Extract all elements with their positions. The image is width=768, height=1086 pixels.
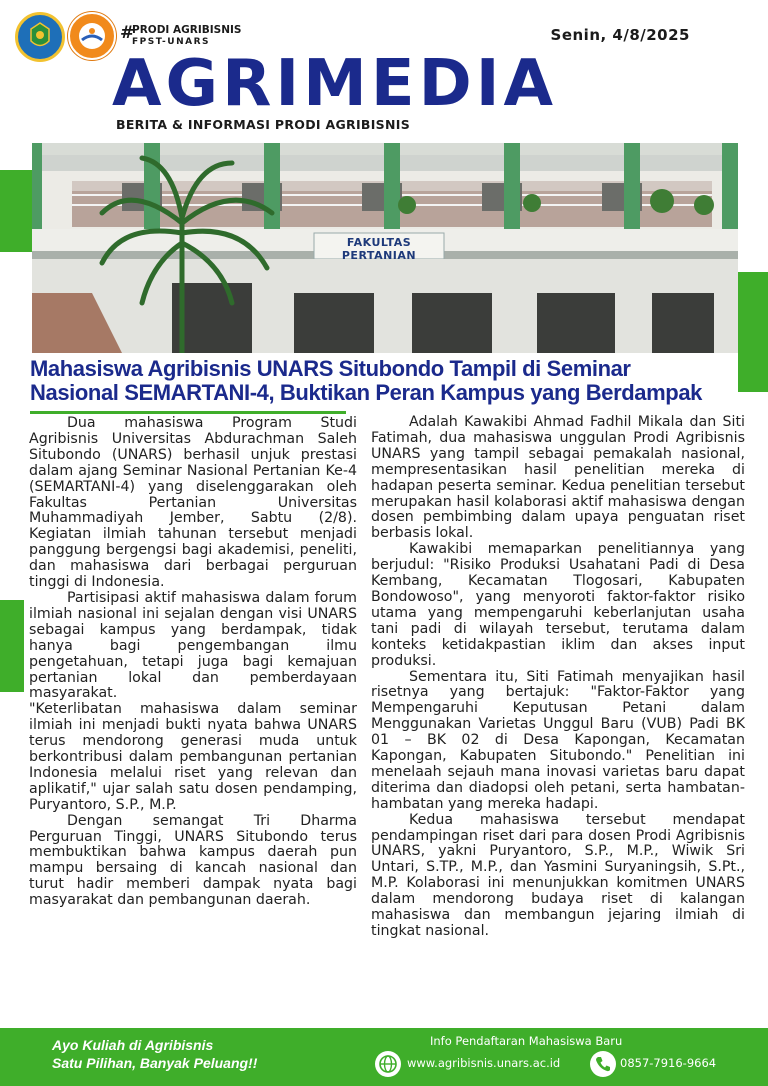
- slogan-line-2: Satu Pilihan, Banyak Peluang!!: [52, 1055, 258, 1071]
- headline-underline: [30, 411, 346, 414]
- paragraph: Dengan semangat Tri Dharma Perguruan Tinggi, UNARS Situbondo terus membuktikan bahwa kampus daerah pun mampu bersaing di kancah nasional dan turut hadir memberi dampak nyata bagi masyarakat dan pembangunan daerah.: [29, 812, 357, 909]
- globe-icon: [375, 1051, 401, 1077]
- issue-date: Senin, 4/8/2025: [550, 26, 690, 44]
- prodi-line-1: PRODI AGRIBISNIS: [132, 24, 242, 36]
- website-link[interactable]: www.agribisnis.unars.ac.id: [407, 1056, 561, 1070]
- hashtag: #: [120, 23, 135, 43]
- footer-slogan: [52, 1036, 257, 1072]
- phone-number[interactable]: 0857-7916-9664: [620, 1056, 717, 1070]
- event-logo: [68, 12, 116, 60]
- article-column-left: [29, 416, 357, 909]
- paragraph-quote: "Keterlibatan mahasiswa dalam seminar ilmiah ini menjadi bukti nyata bahwa UNARS terus mendorong generasi muda untuk berkontribusi dalam pembangunan pertanian Indonesia melalui riset yang relevan dan aplikatif," ujar salah satu dosen pendamping, Puryantoro, S.P., M.P.: [29, 701, 357, 813]
- phone-icon: [590, 1051, 616, 1077]
- paragraph: Sementara itu, Siti Fatimah menyajikan hasil risetnya yang bertajuk: "Faktor-Faktor yang Mempengaruhi Keputusan Petani dalam Menggunakan Varietas Unggul Baru (VUB) Padi BK 01 – BK 02 di Desa Kapongan, Kecamatan Kapongan, Kabupaten Situbondo." Penelitian ini menelaah sejauh mana inovasi varietas baru dapat diterima dan diadopsi oleh petani, serta hambatan-hambatan yang mereka hadapi.: [371, 668, 745, 812]
- headline-line-2: Nasional SEMARTANI-4, Buktikan Peran Kampus yang Berdampak: [30, 380, 703, 405]
- headline-line-1: Mahasiswa Agribisnis UNARS Situbondo Tampil di Seminar: [30, 356, 631, 381]
- paragraph: Dua mahasiswa Program Studi Agribisnis Universitas Abdurachman Saleh Situbondo (UNARS) berhasil unjuk prestasi dalam ajang Seminar Nasional Pertanian Ke-4 (SEMARTANI-4) yang diselenggarakan oleh Fakultas Pertanian Universitas Muhammadiyah Jember, Sabtu (2/8). Kegiatan ilmiah tahunan tersebut menjadi panggung bergengsi bagi akademisi, peneliti, dan mahasiswa dari berbagai perguruan tinggi di Indonesia.: [29, 415, 357, 591]
- paragraph: Kawakibi memaparkan penelitiannya yang berjudul: "Risiko Produksi Usahatani Padi di Desa Kembang, Kecamatan Tlogosari, Kabupaten Bondowoso", yang menyoroti faktor-faktor risiko utama yang mempengaruhi keberlanjutan usaha tani padi di wilayah tersebut, terutama dalam konteks ketidakpastian iklim dan akses input produksi.: [371, 541, 745, 669]
- building-sign: FAKULTAS PERTANIAN: [341, 236, 417, 262]
- slogan-line-1: Ayo Kuliah di Agribisnis: [52, 1037, 214, 1053]
- article-column-right: [371, 415, 745, 940]
- paragraph: Adalah Kawakibi Ahmad Fadhil Mikala dan Siti Fatimah, dua mahasiswa unggulan Prodi Agribisnis UNARS yang tampil sebagai pemakalah nasional, mempresentasikan hasil penelitian mereka di hadapan peserta seminar. Kedua penelitian tersebut merupakan hasil kolaborasi aktif mahasiswa dengan dosen pembimbing dalam upaya penguatan riset berbasis lokal.: [371, 414, 745, 542]
- registration-info-title: Info Pendaftaran Mahasiswa Baru: [430, 1034, 623, 1048]
- accent-block-left-top: [0, 170, 32, 252]
- accent-block-right: [738, 272, 768, 392]
- campus-photo: [32, 143, 738, 353]
- masthead: AGRIMEDIA: [112, 47, 558, 121]
- paragraph: Kedua mahasiswa tersebut mendapat pendampingan riset dari para dosen Prodi Agribisnis UNARS, yakni Puryantoro, S.P., M.P., Wiwik Sri Untari, S.TP., M.P., dan Yasmini Suryaningsih, S.Pt., M.P. Kolaborasi ini menunjukkan komitmen UNARS dalam mendorong budaya riset di kalangan mahasiswa dan membangun jejaring ilmiah di tingkat nasional.: [371, 811, 745, 939]
- masthead-subtitle: BERITA & INFORMASI PRODI AGRIBISNIS: [116, 117, 410, 132]
- article-headline: [30, 357, 730, 405]
- prodi-line-2: FPST-UNARS: [132, 37, 210, 47]
- accent-block-left-mid: [0, 600, 24, 692]
- paragraph: Partisipasi aktif mahasiswa dalam forum ilmiah nasional ini sejalan dengan visi UNARS sebagai kampus yang berdampak, tidak hanya bagi pengembangan ilmu pengetahuan, tetapi juga bagi kemajuan pertanian lokal dan pemberdayaan masyarakat.: [29, 589, 357, 702]
- university-logo: [15, 12, 65, 62]
